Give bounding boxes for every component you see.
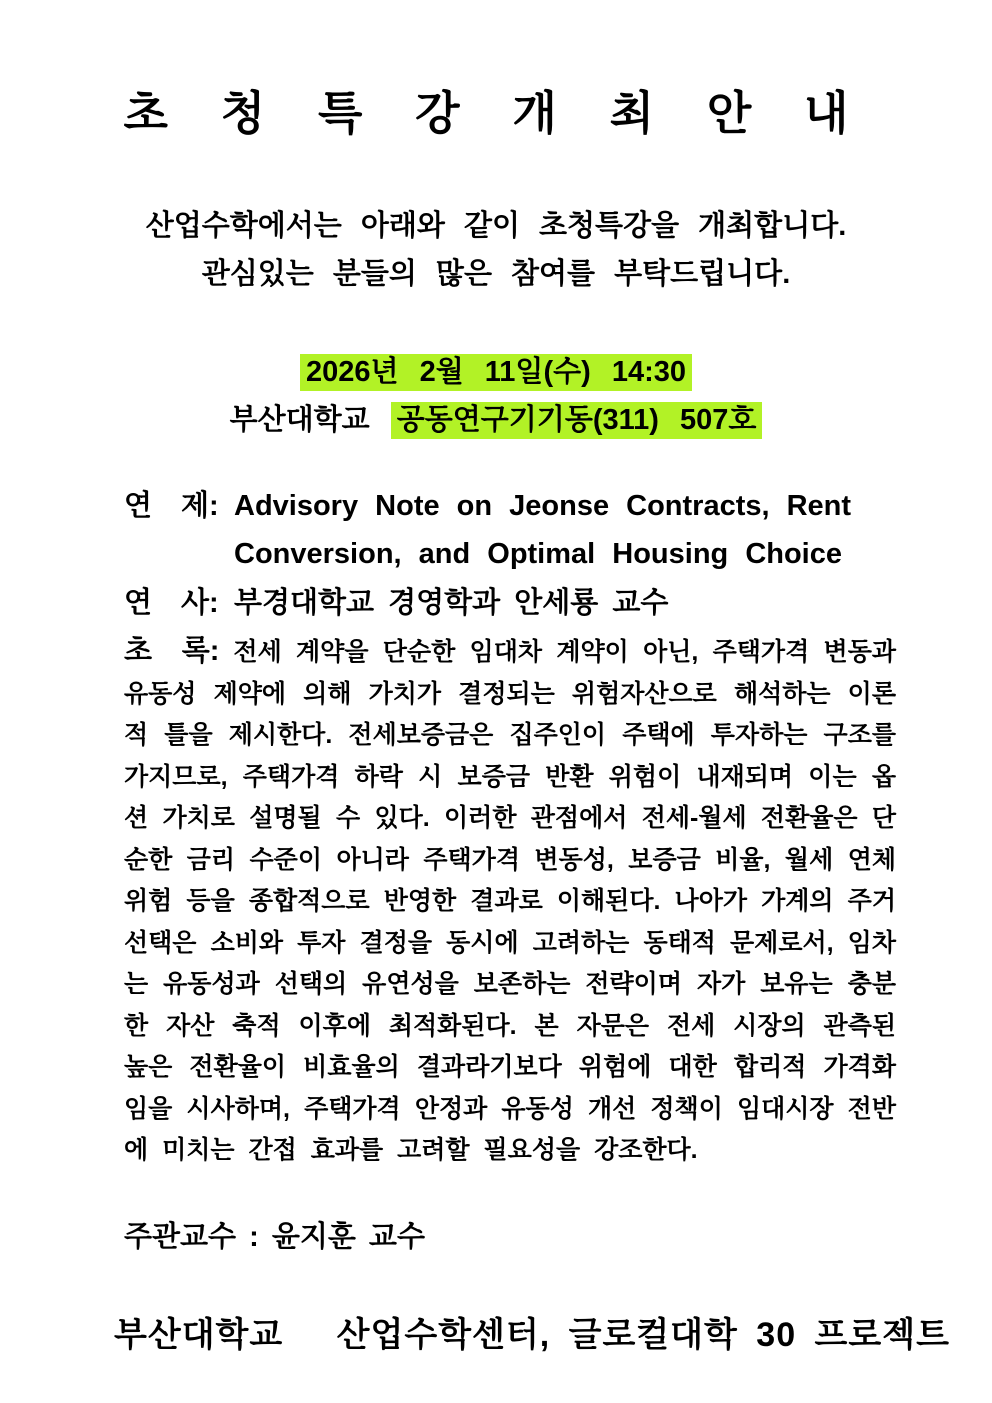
event-info: [0, 348, 992, 444]
event-venue-line: [0, 396, 992, 444]
event-venue-highlight: 공동연구기기동(311) 507호: [391, 402, 763, 439]
speaker-label: 연 사:: [124, 587, 219, 619]
document-title: 초 청 특 강 개 최 안 내: [123, 87, 869, 139]
footer-host-line: 부산대학교 산업수학센터, 글로컬대학 30 프로젝트: [114, 1315, 950, 1354]
talk-title-label: 연 제:: [124, 490, 219, 522]
talk-title-line-2: Conversion, and Optimal Housing Choice: [234, 538, 842, 570]
talk-details: [124, 482, 896, 627]
abstract-text: 전세 계약을 단순한 임대차 계약이 아닌, 주택가격 변동과 유동성 제약에 의해 가치가 결정되는 위험자산으로 해석하는 이론적 틀을 제시한다. 전세보증금은 집주인이 주택에 투자하는 구조를 가지므로, 주택가격 하락 시 보증금 반환 위험이 내재되며 이는 옵션 가치로 설명될 수 있다. 이러한 관점에서 전세-월세 전환율은 단순한 금리 수준이 아니라 주택가격 변동성, 보증금 비율, 월세 연체 위험 등을 종합적으로 반영한 결과로 이해된다. 나아가 가계의 주거 선택은 소비와 투자 결정을 동시에 고려하는 동태적 문제로서, 임차는 유동성과 선택의 유연성을 보존하는 전략이며 자가 보유는 충분한 자산 축적 이후에 최적화된다. 본 자문은 전세 시장의 관측된 높은 전환율이 비효율의 결과라기보다 위험에 대한 합리적 가격화임을 시사하며, 주택가격 안정과 유동성 개선 정책이 임대시장 전반에 미치는 간접 효과를 고려할 필요성을 강조한다.: [124, 638, 896, 1164]
intro-line-1: 산업수학에서는 아래와 같이 초청특강을 개최합니다.: [145, 210, 847, 242]
abstract-paragraph: [124, 631, 896, 1172]
abstract-label: 초 록:: [124, 635, 220, 667]
speaker-row: [124, 579, 896, 627]
event-datetime-line: [0, 348, 992, 396]
speaker-name: 부경대학교 경영학과 안세룡 교수: [234, 587, 669, 619]
organizer-line: 주관교수 : 윤지훈 교수: [124, 1220, 425, 1253]
event-venue-prefix: 부산대학교: [229, 404, 391, 436]
intro-paragraph: [0, 202, 992, 298]
talk-title-row: [124, 482, 896, 578]
event-datetime-highlight: 2026년 2월 11일(수) 14:30: [300, 354, 692, 391]
intro-line-2: 관심있는 분들의 많은 참여를 부탁드립니다.: [201, 258, 791, 290]
talk-title-line-1: Advisory Note on Jeonse Contracts, Rent: [234, 490, 852, 522]
talk-title: [234, 482, 851, 578]
